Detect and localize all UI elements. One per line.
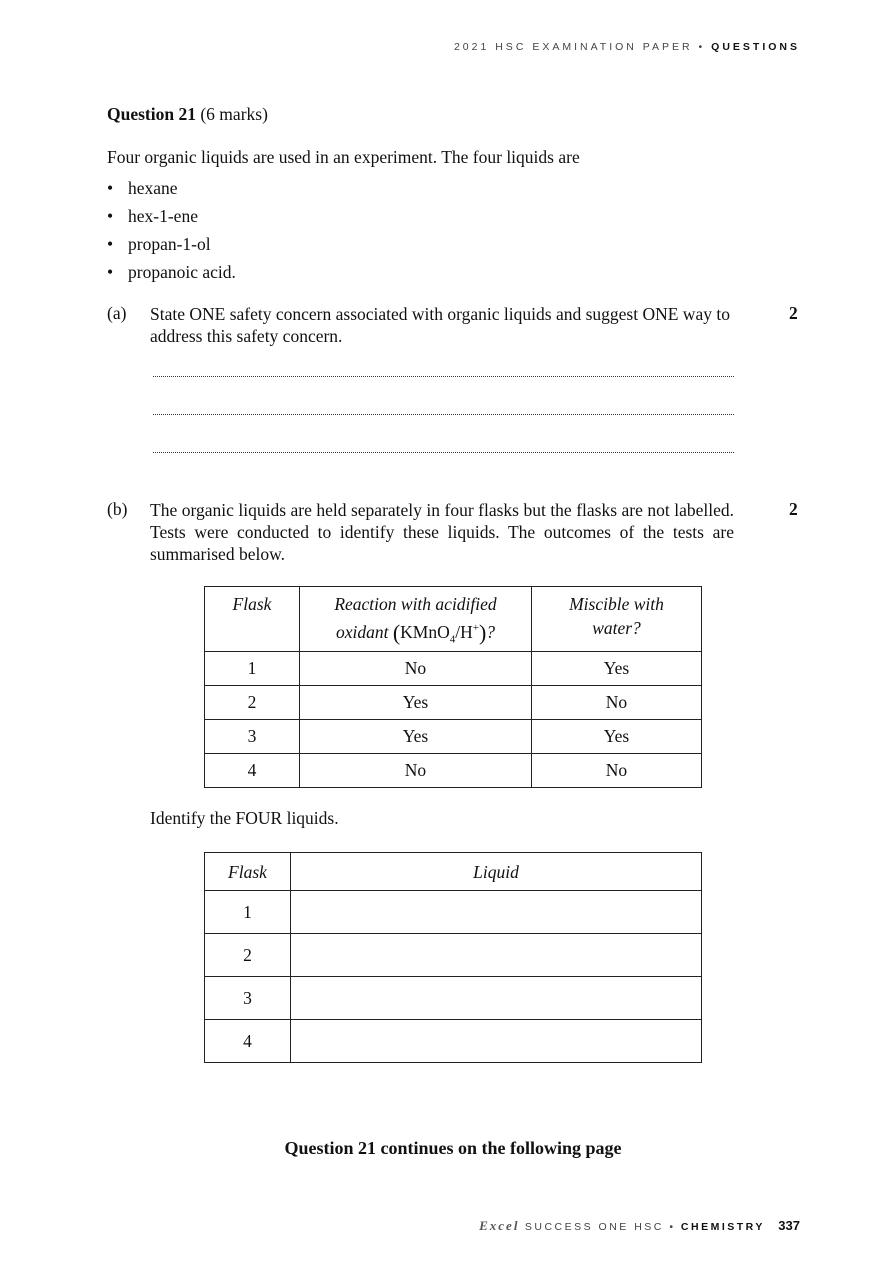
question-title: [107, 104, 268, 125]
formula-sub: 4: [449, 633, 456, 646]
page-footer: [479, 1218, 800, 1234]
answer-line-3[interactable]: [153, 452, 734, 453]
answer-line-2[interactable]: [153, 414, 734, 415]
reaction-cell: No: [300, 754, 532, 788]
footer-separator: •: [669, 1221, 676, 1233]
running-head-separator: •: [698, 41, 706, 53]
flask-cell: 1: [205, 891, 291, 934]
col-flask-header: Flask: [205, 587, 300, 652]
liquid-propanoic-acid: propanoic acid.: [128, 262, 236, 282]
bullet-icon: •: [107, 262, 114, 282]
miscible-header-line2: water?: [592, 618, 641, 638]
footer-series: SUCCESS ONE HSC: [524, 1221, 664, 1233]
liquid-answer-cell[interactable]: [291, 934, 702, 977]
flask-cell: 1: [205, 652, 300, 686]
liquid-list: [107, 177, 236, 289]
table-row: [205, 652, 702, 686]
miscible-header-line1: Miscible with: [569, 594, 664, 614]
table-header-row: [205, 853, 702, 891]
flask-cell: 3: [205, 977, 291, 1020]
answer-table: [204, 852, 702, 1063]
identify-instruction: Identify the FOUR liquids.: [150, 808, 339, 828]
part-b-label: (b): [107, 499, 128, 519]
running-head-section: QUESTIONS: [711, 41, 800, 53]
flask-cell: 3: [205, 720, 300, 754]
col-miscible-header: [532, 587, 702, 652]
reaction-cell: Yes: [300, 720, 532, 754]
formula-kmno: KMnO: [400, 621, 450, 642]
reaction-header-line2: oxidant: [335, 621, 389, 642]
liquid-answer-cell[interactable]: [291, 1020, 702, 1063]
bullet-icon: •: [107, 206, 114, 226]
col-liquid-header: Liquid: [291, 853, 702, 891]
table-row: [205, 891, 702, 934]
reaction-cell: Yes: [300, 686, 532, 720]
running-head-paper: 2021 HSC EXAMINATION PAPER: [453, 41, 693, 53]
part-a-marks: 2: [789, 303, 798, 323]
table-header-row: [205, 587, 702, 652]
flask-cell: 2: [205, 686, 300, 720]
liquid-answer-cell[interactable]: [291, 977, 702, 1020]
table-row: [205, 720, 702, 754]
table-row: [205, 934, 702, 977]
question-intro: Four organic liquids are used in an experiment. The four liquids are: [107, 147, 580, 167]
liquid-propanol: propan-1-ol: [128, 234, 211, 254]
bullet-icon: •: [107, 234, 114, 254]
flask-cell: 4: [205, 1020, 291, 1063]
list-item: [107, 233, 236, 261]
liquid-hexene: hex-1-ene: [128, 206, 198, 226]
part-b-text: The organic liquids are held separately in four flasks but the flasks are not labelled. Tests were conducted to identify these liquids. The outcomes of the tests are summarised below.: [150, 500, 734, 564]
flask-cell: 2: [205, 934, 291, 977]
answer-line-1[interactable]: [153, 376, 734, 377]
list-item: [107, 205, 236, 233]
liquid-hexane: hexane: [128, 178, 178, 198]
reaction-cell: No: [300, 652, 532, 686]
miscible-cell: No: [532, 686, 702, 720]
liquid-answer-cell[interactable]: [291, 891, 702, 934]
flask-cell: 4: [205, 754, 300, 788]
table-row: [205, 754, 702, 788]
formula-h: /H: [455, 621, 473, 642]
miscible-cell: Yes: [532, 652, 702, 686]
question-marks: (6 marks): [200, 104, 268, 124]
col-reaction-header: Reaction with acidified oxidant (KMnO$_4$/H+)?: [300, 587, 532, 652]
list-item: [107, 177, 236, 205]
part-a-text: State ONE safety concern associated with organic liquids and suggest ONE way to address this safety concern.: [150, 304, 730, 346]
table-row: [205, 977, 702, 1020]
formula-sup: +: [472, 622, 479, 634]
table-row: [205, 686, 702, 720]
part-b-marks: 2: [789, 499, 798, 519]
miscible-cell: Yes: [532, 720, 702, 754]
running-head: [454, 41, 800, 53]
page-number: 337: [778, 1218, 800, 1233]
continues-notice: Question 21 continues on the following page: [284, 1138, 622, 1158]
miscible-cell: No: [532, 754, 702, 788]
question-number: Question 21: [107, 104, 196, 124]
reaction-header-line1: Reaction with acidified: [334, 594, 497, 614]
list-item: [107, 261, 236, 289]
footer-subject: CHEMISTRY: [680, 1221, 765, 1233]
part-a-label: (a): [107, 303, 127, 323]
col-flask-header: Flask: [205, 853, 291, 891]
table-row: [205, 1020, 702, 1063]
reaction-question-mark: ?: [486, 621, 496, 642]
brand-logo: Excel: [479, 1218, 520, 1233]
results-table: [204, 586, 702, 788]
bullet-icon: •: [107, 178, 114, 198]
